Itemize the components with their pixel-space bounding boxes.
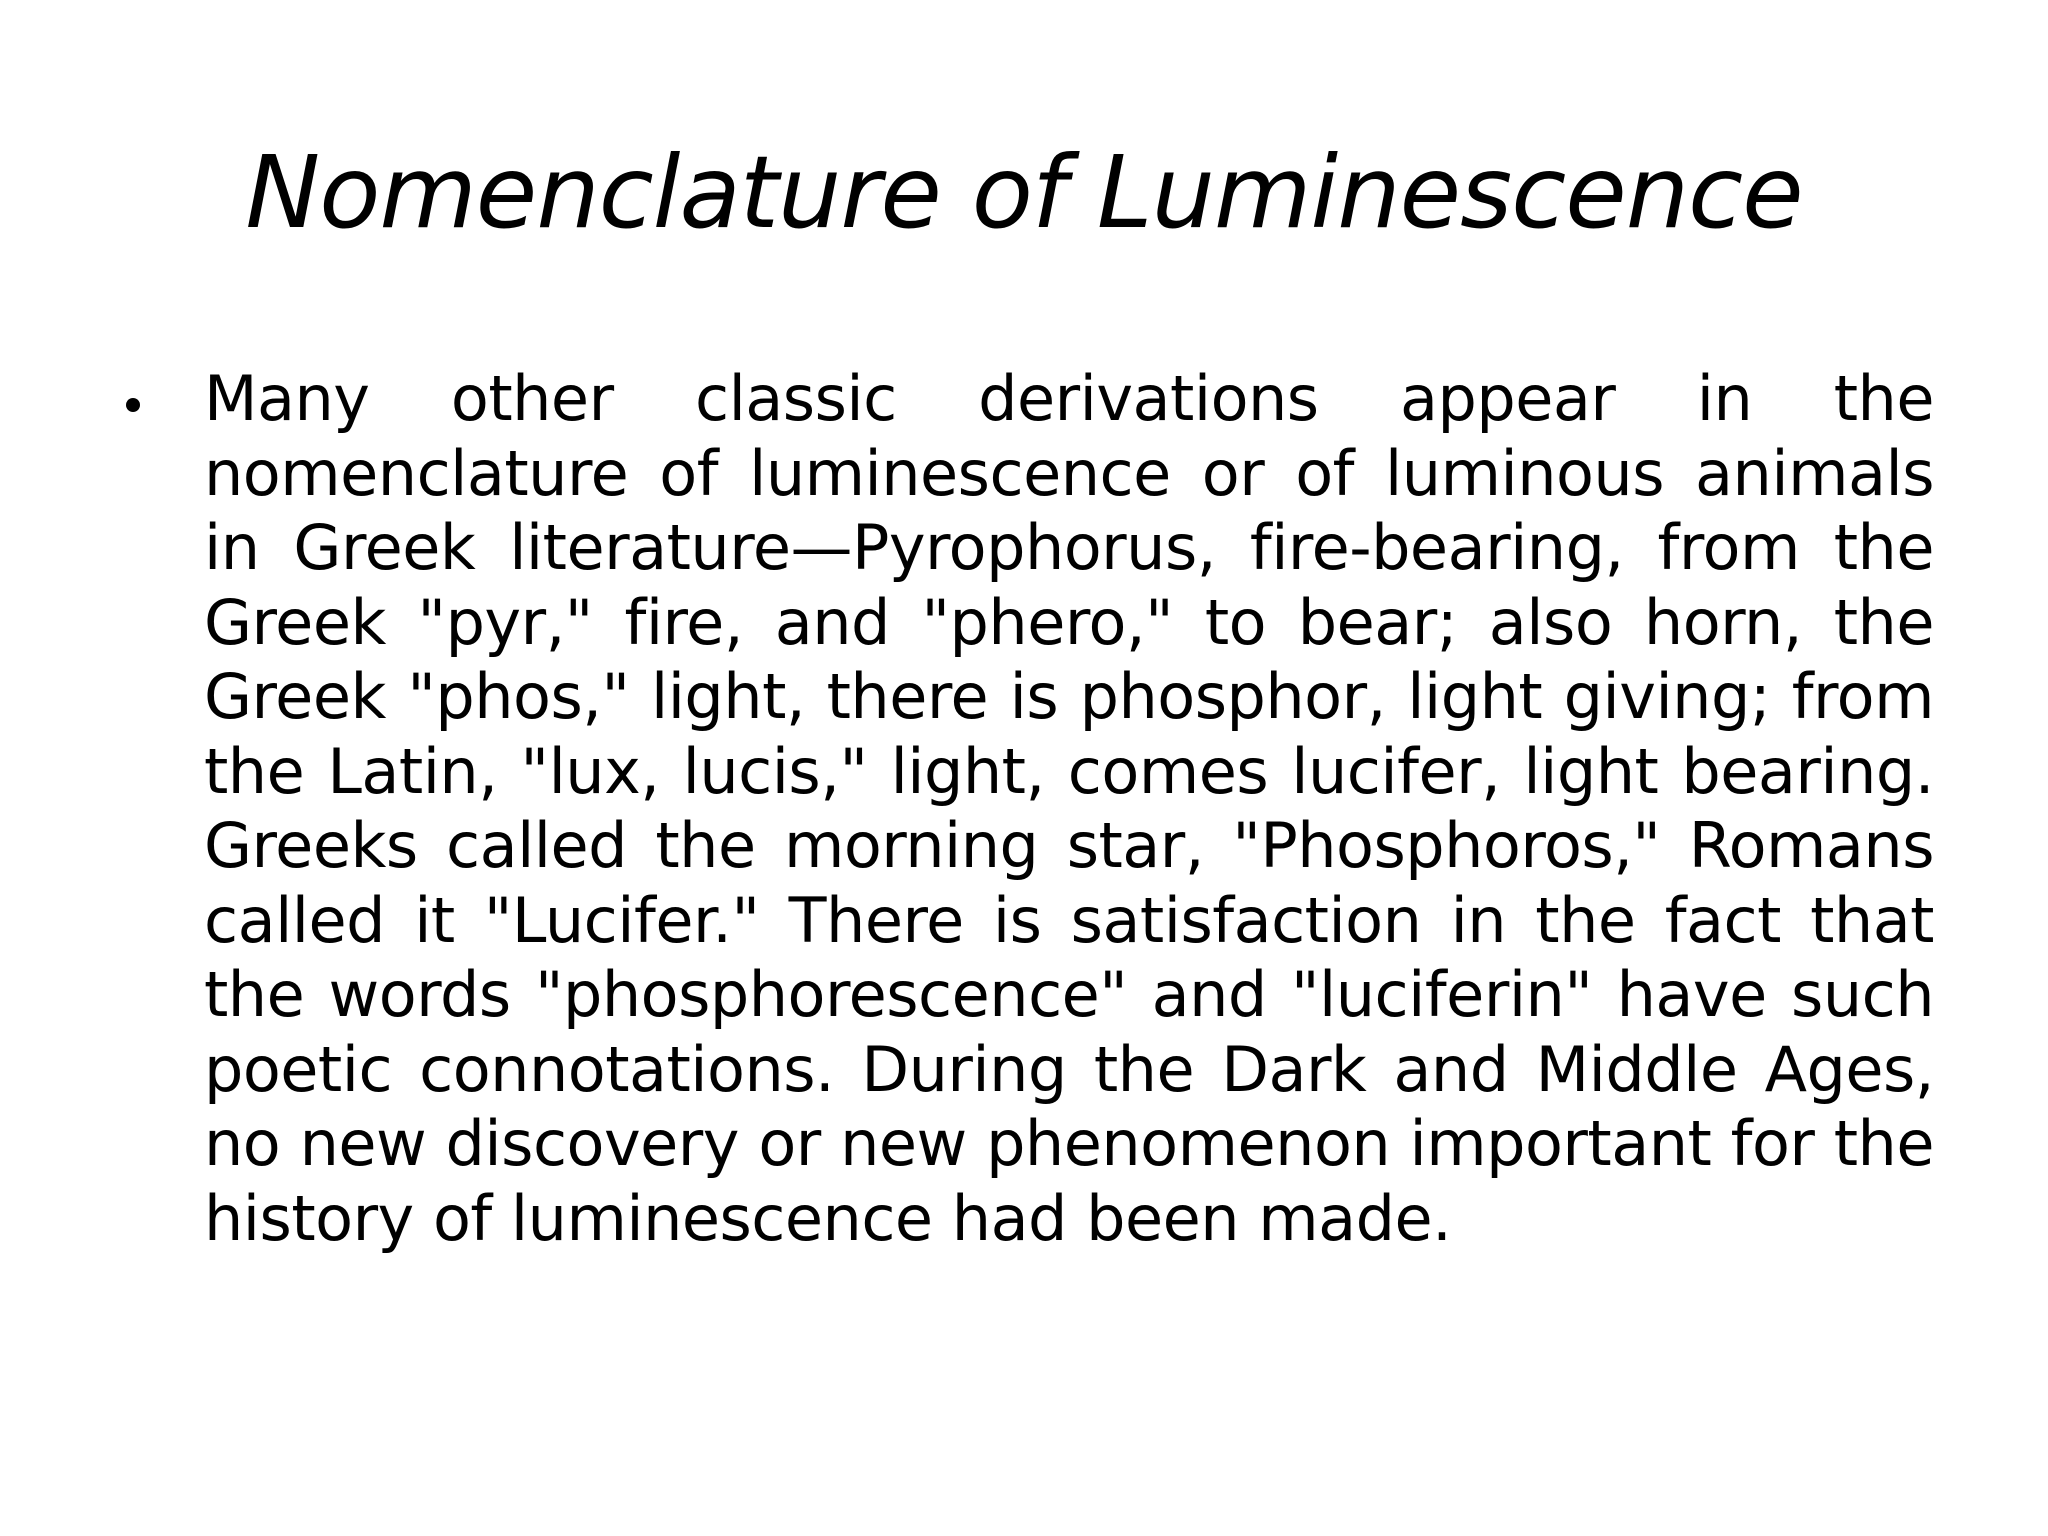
bullet-text: Many other classic derivations appear in the nomenclature of luminescence or of luminous animals in Greek literature—Pyrophorus, fire-bearing, from the Greek "pyr," fire, and "phero," to bear; also horn, the Greek "phos," light, there is phosphor, light giving; from the Latin, "lux, lucis," light, comes lucifer, light bearing. Greeks called the morning star, "Phosphoros," Romans called it "Lucifer." There is satisfaction in the fact that the words "phosphorescence" and "luciferin" have such poetic connotations. During the Dark and Middle Ages, no new discovery or new phenomenon important for the history of luminescence had been made.	[204, 362, 1934, 1255]
slide-title: Nomenclature of Luminescence	[245, 134, 1803, 251]
bullet-item	[124, 362, 1934, 1256]
bullet-dot-icon	[126, 398, 140, 412]
bullet-list	[124, 362, 1934, 1256]
